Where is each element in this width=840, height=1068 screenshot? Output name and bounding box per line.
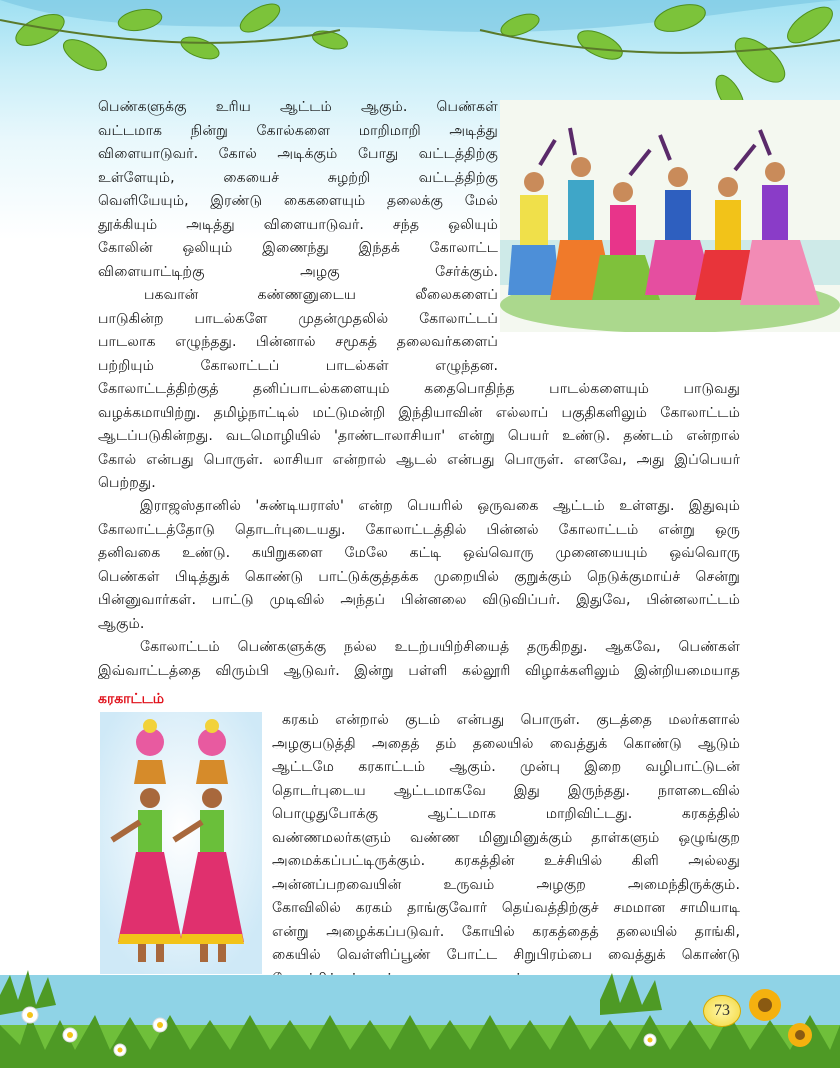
text-line: கையில் வெள்ளிப்பூண் போட்ட சிறுபிரம்பை வைத்துக் கொண்டு — [272, 947, 740, 963]
text-line: பற்றியும் கோலாட்டப் பாடல்கள் எழுந்தன. — [98, 357, 498, 374]
text-line: அன்னப்பறவையின் உருவம் அழகுற அமைந்திருக்கும். — [272, 876, 740, 893]
text-line: இவ்வாட்டத்தை விரும்பி ஆடுவர். இன்று பள்ளி கல்லூரி விழாக்களிலும் இன்றியமையாத — [98, 662, 740, 679]
text-line: கோவிலில் கரகம் தாங்குவோர் தெய்வத்திற்குச் சமமான சாமியாடி — [272, 900, 740, 916]
paragraph-exercise — [98, 636, 740, 683]
text-line: பின்னுவார்கள். பாட்டு முடிவில் அந்தப் பின்னலை விடுவிப்பர். இதுவே, பின்னலாட்டம் — [98, 592, 740, 608]
text-line: பெண்கள் பிடித்துக் கொண்டு பாட்டுக்குத்தக்க முறையில் குறுக்கும் நெடுக்குமாய்ச் சென்று — [98, 568, 740, 585]
text-line: கோலாட்டம் பெண்களுக்கு நல்ல உடற்பயிற்சியைத் தருகிறது. ஆகவே, பெண்கள் — [140, 639, 740, 655]
text-line: வண்ணமலர்களும் வண்ண மினுமினுக்கும் தாள்களும் ஒழுங்குற — [272, 829, 740, 846]
text-line: விளையாட்டிற்கு அழகு சேர்க்கும். — [98, 263, 498, 280]
text-line: கோலாட்டத்தோடு தொடர்புடையது. கோலாட்டத்தில் பின்னல் கோலாட்டம் என்று ஒரு — [98, 521, 740, 538]
text-line: பாடுகின்ற பாடல்களே முதன்முதலில் கோலாட்டப் — [98, 310, 498, 327]
text-line: தொடர்புடைய ஆட்டமாகவே இது இருந்தது. நாளடைவில் — [272, 782, 740, 799]
page-number: 73 — [703, 995, 741, 1027]
text-line: ஆடப்படுகின்றது. வடமொழியில் 'தாண்டாலாசியா' என்று பெயர் உண்டு. தண்டம் என்றால் — [98, 428, 740, 444]
text-line: பகவான் கண்ணனுடைய லீலைகளைப் — [144, 287, 498, 303]
text-line: அமைக்கப்பட்டிருக்கும். கரகத்தின் உச்சியில் கிளி அல்லது — [272, 853, 740, 869]
text-line: என்று அழைக்கப்படுவர். கோயில் கரகத்தைத் தலையில் தாங்கி, — [272, 923, 740, 940]
text-line: விளையாடுவர். கோல் அடிக்கும் போது வட்டத்திற்கு — [98, 146, 498, 162]
section-heading-karakattam: கரகாட்டம் — [98, 691, 165, 707]
text-line: கோலாட்டத்திற்குத் தனிப்பாடல்களையும் கதைபொதிந்த பாடல்களையும் பாடுவது — [98, 381, 740, 397]
text-line: பாடலாக எழுந்தது. பின்னால் சமூகத் தலைவர்களைப் — [98, 334, 498, 350]
karakattam-dancers-illustration — [100, 712, 262, 974]
text-line: தூக்கியும் அடித்து விளையாடுவர். சந்த ஒலியும் — [98, 216, 498, 233]
text-line: உள்ளேயும், கையைச் சுழற்றி வட்டத்திற்கு — [98, 169, 498, 186]
text-line: கரகம் என்றால் குடம் என்பது பொருள். குடத்தை மலர்களால் — [282, 712, 740, 728]
text-line: வழக்கமாயிற்று. தமிழ்நாட்டில் மட்டுமன்றி இந்தியாவின் எல்லாப் பகுதிகளிலும் கோலாட்டம் — [98, 404, 740, 421]
text-line: கோல் என்பது பொருள். லாசியா என்றால் ஆடல் என்பது பொருள். எனவே, அது இப்பெயர் — [98, 451, 740, 468]
text-line: பொழுதுபோக்கு ஆட்டமாக மாறிவிட்டது. கரகத்தில் — [272, 806, 740, 822]
paragraph-kolattam-1 — [98, 96, 498, 378]
paragraph-kolattam-1-continued — [98, 378, 740, 496]
text-line: இராஜஸ்தானில் 'சுண்டியராஸ்' என்ற பெயரில் ஒருவகை ஆட்டம் உள்ளது. இதுவும் — [140, 498, 740, 514]
paragraph-rajasthan — [98, 495, 740, 636]
kolattam-dancers-illustration — [500, 100, 840, 332]
text-line: ஆட்டமே கரகாட்டம் ஆகும். முன்பு இறை வழிபாட்டுடன் — [272, 759, 740, 775]
text-line: ஆகும். — [98, 615, 145, 632]
text-line: அழகுபடுத்தி அதைத் தம் தலையில் வைத்துக் கொண்டு ஆடும் — [272, 735, 740, 752]
text-line: பெண்களுக்கு உரிய ஆட்டம் ஆகும். பெண்கள் — [98, 99, 498, 115]
text-line: பெற்றது. — [98, 475, 156, 491]
leaves-decoration-top — [0, 0, 840, 110]
text-line: வெளியேயும், இரண்டு கைகளையும் தலைக்கு மேல் — [98, 193, 498, 209]
paragraph-karakattam — [272, 709, 740, 991]
text-line: தனிவகை உண்டு. கயிறுகளை மேலே கட்டி ஒவ்வொரு முனையையும் ஒவ்வொரு — [98, 545, 740, 561]
text-line: கோலின் ஒலியும் இணைந்து இந்தக் கோலாட்ட — [98, 240, 498, 256]
text-line: வட்டமாக நின்று கோல்களை மாறிமாறி அடித்து — [98, 122, 498, 139]
